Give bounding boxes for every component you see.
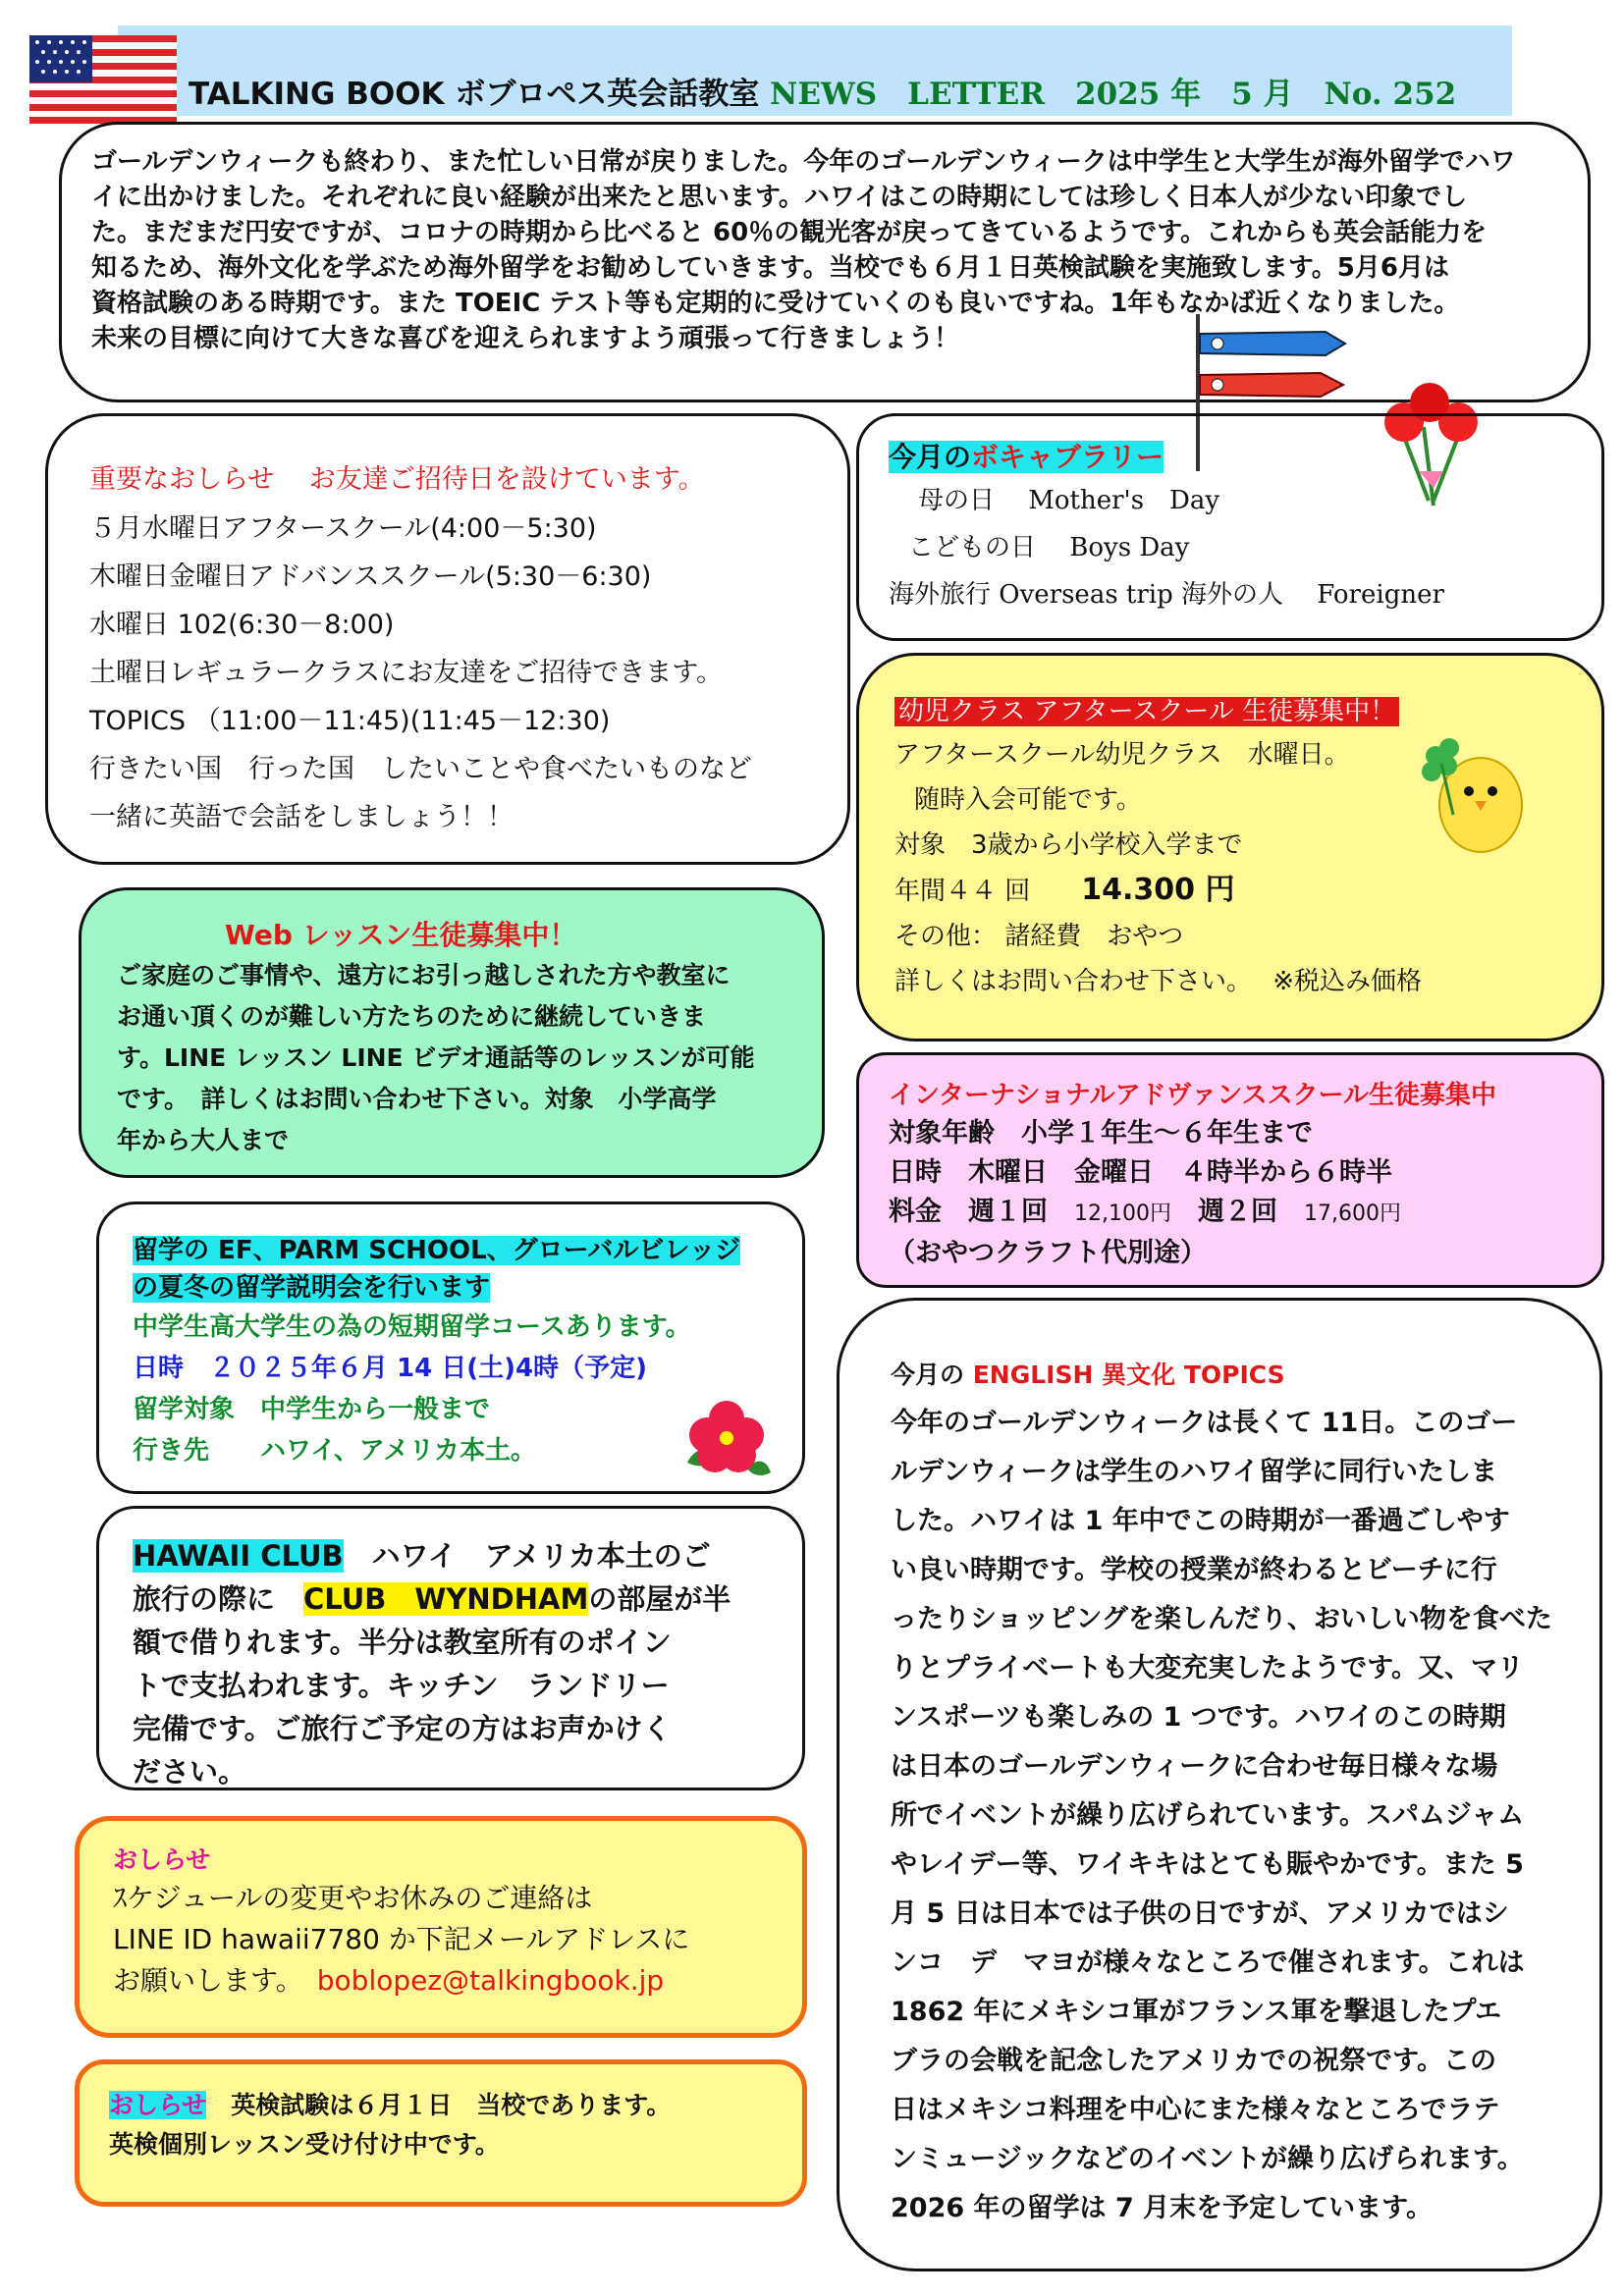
notice-line: 一緒に英語で会話をしましょう！！ xyxy=(89,802,514,832)
hawaii-club-tag: HAWAII CLUB xyxy=(133,1539,344,1573)
topics-line: ンミュージックなどのイベントが繰り広げられます。 xyxy=(891,2144,1524,2174)
hawaii-line2-a: 旅行の際に xyxy=(133,1582,304,1616)
kids-price: 14.300 円 xyxy=(1081,873,1235,907)
web-line: す。LINE レッスン LINE ビデオ通話等のレッスンが可能 xyxy=(117,1043,755,1072)
topics-line: い良い時期です。学校の授業が終わるとビーチに行 xyxy=(891,1555,1497,1585)
intro-line: ゴールデンウィークも終わり、また忙しい日常が戻りました。今年のゴールデンウィークは中学生と大学生が海外留学でハワ xyxy=(91,147,1516,177)
notice-heading: 重要なおしらせ お友達ご招待日を設けています。 xyxy=(89,464,705,495)
topics-line: ブラの会戦を記念したアメリカでの祝祭です。この xyxy=(891,2046,1496,2076)
hawaii-line xyxy=(133,1577,777,1621)
kids-line: 対象 3歳から小学校入学まで xyxy=(894,830,1243,860)
oshirase1-heading: おしらせ xyxy=(113,1845,211,1874)
topics-line: ンコ デ マヨが様々なところで催されます。これは xyxy=(891,1948,1525,1978)
hawaii-line: ださい。 xyxy=(133,1755,247,1789)
topics-line: りとプライベートも大変充実したようです。又、マリ xyxy=(891,1653,1525,1683)
intl-fee-weekly2: 17,600円 xyxy=(1303,1201,1401,1226)
notice-box xyxy=(45,413,850,865)
notice-line: TOPICS （11:00－11:45)(11:45－12:30) xyxy=(89,706,611,736)
intl-line: 対象年齢 小学１年生～６年生まで xyxy=(889,1118,1313,1148)
club-wyndham-tag: CLUB WYNDHAM xyxy=(303,1582,589,1616)
oshirase2-line xyxy=(109,2086,779,2125)
international-school-box xyxy=(856,1052,1604,1288)
intro-line: 資格試験のある時期です。また TOEIC テスト等も定期的に受けていくのも良いですね。1年もなかば近くなりました。 xyxy=(91,289,1460,318)
web-line: 年から大人まで xyxy=(117,1126,290,1154)
topics-line: した。ハワイは 1 年中でこの時期が一番過ごしやす xyxy=(891,1506,1510,1536)
intl-fee-label2: 週２回 xyxy=(1197,1197,1277,1227)
topics-line: ンスポーツも楽しみの 1 つです。ハワイのこの時期 xyxy=(891,1702,1506,1733)
notice-line: 行きたい国 行った国 したいことや食べたいものなど xyxy=(89,754,752,784)
oshirase2-heading: おしらせ xyxy=(109,2091,207,2119)
kids-price-prefix: 年間４４ 回 xyxy=(894,877,1031,906)
kids-line: その他： 諸経費 おやつ xyxy=(894,922,1184,951)
hawaii-club-box xyxy=(96,1506,805,1790)
intl-line: （おやつクラフト代別途） xyxy=(889,1238,1207,1268)
oshirase1-body xyxy=(113,1878,773,2002)
oshirase1-line: LINE ID hawaii7780 か下記メールアドレスに xyxy=(113,1923,690,1955)
study-head2: の夏冬の留学説明会を行います xyxy=(133,1273,491,1303)
web-lesson-box xyxy=(79,887,825,1178)
notice-line: 水曜日 102(6:30－8:00) xyxy=(89,610,395,640)
study-date: 日時 ２０２５年６月 14 日(土)4時（予定) xyxy=(133,1354,648,1383)
intro-box xyxy=(59,122,1591,402)
hawaii-line: 額で借りれます。半分は教室所有のポイン xyxy=(133,1626,672,1659)
topics-heading xyxy=(891,1352,1560,1399)
intl-fee-weekly1: 12,100円 xyxy=(1074,1201,1171,1226)
oshirase-contact-box xyxy=(75,1816,807,2038)
intl-line: 日時 木曜日 金曜日 ４時半から６時半 xyxy=(889,1157,1392,1188)
study-heading xyxy=(133,1232,773,1307)
hawaii-line1-rest: ハワイ アメリカ本土のご xyxy=(343,1539,711,1573)
vocab-heading-prefix: 今月の xyxy=(889,441,972,473)
web-line: お通い頂くのが難しい方たちのために継続していきま xyxy=(117,1002,707,1031)
oshirase-eiken-box xyxy=(75,2059,807,2207)
topics-line: は日本のゴールデンウィークに合わせ毎日様々な場 xyxy=(891,1751,1498,1782)
hibiscus-icon xyxy=(677,1394,776,1482)
kids-price-line xyxy=(894,868,1566,914)
hawaii-line: 完備です。ご旅行ご予定の方はお声かけく xyxy=(133,1712,672,1745)
topics-heading-accent: ENGLISH 異文化 TOPICS xyxy=(972,1361,1285,1389)
notice-line: 木曜日金曜日アドバンススクール(5:30－6:30) xyxy=(89,561,652,592)
study-line: 行き先 ハワイ、アメリカ本土。 xyxy=(133,1436,537,1466)
hawaii-line: トで支払われます。キッチン ランドリー xyxy=(133,1669,670,1702)
intro-line: た。まだまだ円安ですが、コロナの時期から比べると 60％の観光客が戻ってきているようです。これからも英会話能力を xyxy=(91,218,1488,247)
notice-body xyxy=(89,505,806,841)
intl-fee-line xyxy=(889,1193,1572,1234)
kids-heading-label: 幼児クラス アフタースクール 生徒募集中！ xyxy=(894,697,1399,726)
hawaii-body xyxy=(133,1534,777,1793)
chick-icon xyxy=(1414,726,1532,864)
intro-line: 知るため、海外文化を学ぶため海外留学をお勧めしていきます。当校でも６月１日英検試験を実施致します。5月6月は xyxy=(91,253,1449,283)
newsletter-label: NEWS LETTER 2025 年 5 月 No. 252 xyxy=(770,77,1457,112)
intro-line: 未来の目標に向けて大きな喜びを迎えられますよう頑張って行きましょう！ xyxy=(91,324,960,353)
web-line: です。 詳しくはお問い合わせ下さい。対象 小学高学 xyxy=(117,1085,717,1113)
topics-heading-prefix: 今月の xyxy=(891,1361,965,1389)
topics-line: ったりショッピングを楽しんだり、おいしい物を食べた xyxy=(891,1604,1552,1634)
oshirase2-line: 英検個別レッスン受け付け中です。 xyxy=(109,2130,500,2159)
oshirase1-line3: お願いします。 xyxy=(113,1964,290,1997)
topics-body xyxy=(891,1399,1560,2233)
vocab-item: 母の日 Mother's Day xyxy=(918,486,1220,515)
kids-line: アフタースクール幼児クラス 水曜日。 xyxy=(894,740,1350,770)
us-flag-icon xyxy=(29,35,177,124)
kids-line: 詳しくはお問い合わせ下さい。 ※税込み価格 xyxy=(894,967,1423,996)
vocab-item: こどもの日 Boys Day xyxy=(908,533,1190,562)
topics-line: 所でイベントが繰り広げられています。スパムジャム xyxy=(891,1800,1525,1831)
contact-email-link[interactable]: boblopez@talkingbook.jp xyxy=(316,1964,665,1997)
vocab-item: 海外旅行 Overseas trip 海外の人 Foreigner xyxy=(889,580,1444,610)
kids-line: 随時入会可能です。 xyxy=(914,785,1142,815)
vocab-heading xyxy=(889,438,1572,477)
notice-line: 土曜日レギュラークラスにお友達をご招待できます。 xyxy=(89,658,724,688)
intl-heading: インターナショナルアドヴァンススクール生徒募集中 xyxy=(889,1081,1497,1110)
hawaii-line2-b: の部屋が半 xyxy=(588,1582,731,1616)
web-line: ご家庭のご事情や、遠方にお引っ越しされた方や教室に xyxy=(117,961,731,989)
oshirase2-line1: 英検試験は６月１日 当校であります。 xyxy=(206,2091,672,2119)
intl-body xyxy=(889,1114,1572,1273)
oshirase1-line: ｽケジュールの変更やお休みのご連絡は xyxy=(113,1882,593,1914)
topics-line: ルデンウィークは学生のハワイ留学に同行いたしま xyxy=(891,1457,1498,1487)
web-body xyxy=(117,955,786,1161)
vocab-list xyxy=(889,477,1572,618)
intro-line: イに出かけました。それぞれに良い経験が出来たと思います。ハワイはこの時期にしては珍しく日本人が少ない印象でし xyxy=(91,183,1468,212)
topics-line: やレイデー等、ワイキキはとても賑やかです。また 5 xyxy=(891,1849,1524,1880)
notice-line: ５月水曜日アフタースクール(4:00－5:30) xyxy=(89,513,597,544)
topics-line: 日はメキシコ料理を中心にまた様々なところでラテ xyxy=(891,2095,1500,2125)
topics-line: 月 5 日は日本では子供の日ですが、アメリカではシ xyxy=(891,1898,1509,1929)
study-head1: 留学の EF、PARM SCHOOL、グローバルビレッジ xyxy=(133,1236,741,1265)
oshirase2-body xyxy=(109,2086,779,2164)
header-title: TALKING BOOK ボブロペス英会話教室 xyxy=(189,77,760,112)
topics-line: 今年のゴールデンウィークは長くて 11日。このゴー xyxy=(891,1408,1518,1438)
study-line: 留学対象 中学生から一般まで xyxy=(133,1395,491,1424)
topics-line: 2026 年の留学は 7 月末を予定しています。 xyxy=(891,2193,1433,2223)
web-heading: Web レッスン生徒募集中！ xyxy=(225,919,577,951)
topics-box xyxy=(837,1298,1602,2271)
vocab-heading-accent: ボキャブラリー xyxy=(971,441,1164,473)
topics-line: 1862 年にメキシコ軍がフランス軍を撃退したプエ xyxy=(891,1997,1502,2027)
intl-fee-label: 料金 週１回 xyxy=(889,1197,1048,1227)
study-line: 中学生高大学生の為の短期留学コースあります。 xyxy=(133,1312,691,1342)
hawaii-line xyxy=(133,1534,777,1577)
vocab-box xyxy=(856,413,1604,641)
oshirase1-line xyxy=(113,1960,773,2002)
